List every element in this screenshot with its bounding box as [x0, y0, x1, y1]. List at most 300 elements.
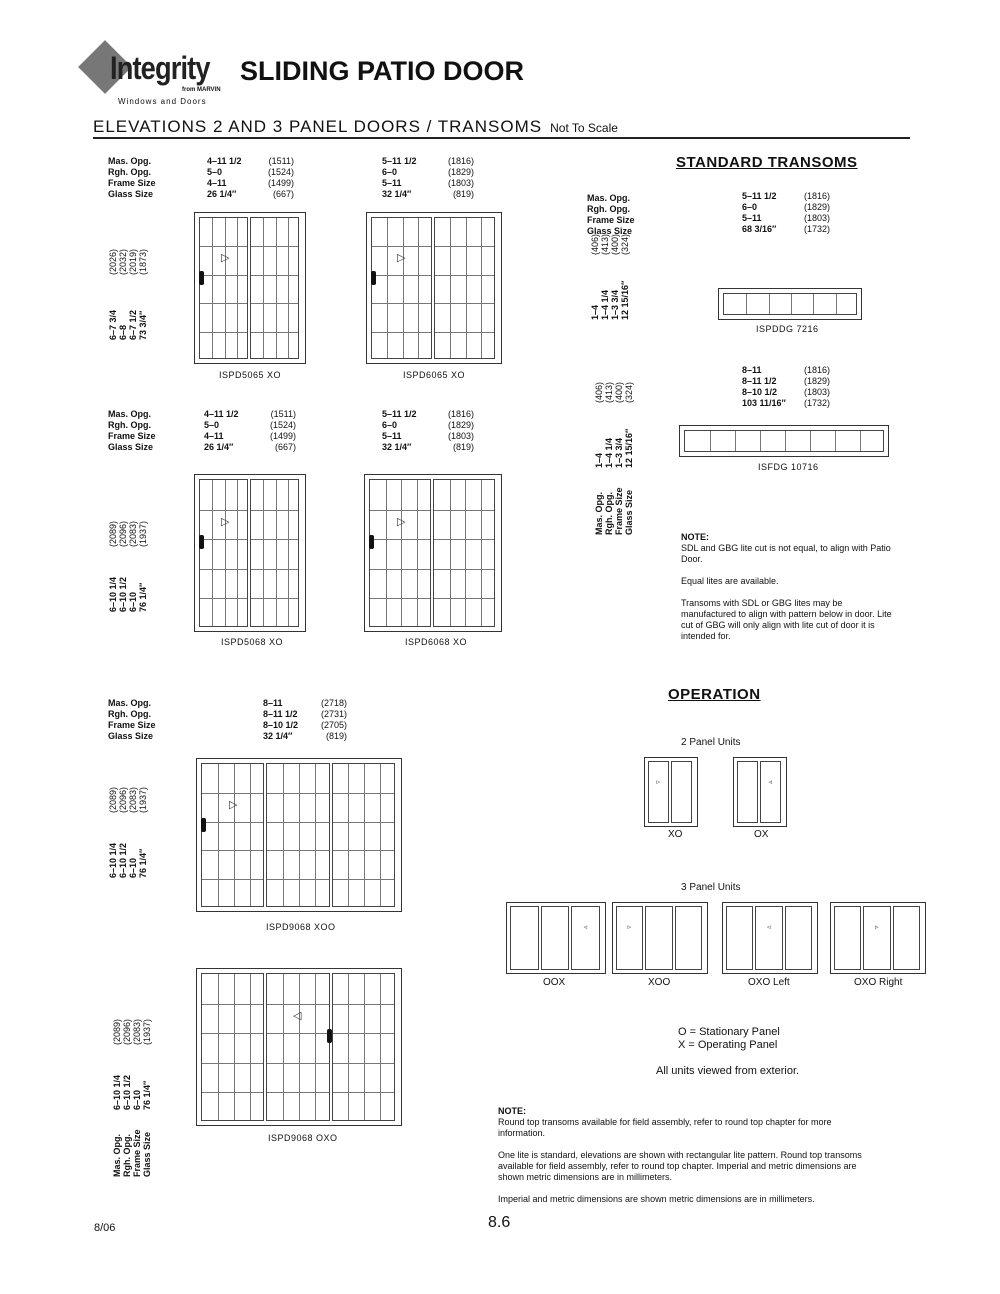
door-panel	[645, 906, 672, 970]
grille-bar	[785, 431, 786, 451]
slide-direction-icon: ◁	[293, 1009, 302, 1022]
door-panel	[371, 217, 432, 359]
vdim-value: 6–10 1/4	[112, 1074, 122, 1110]
door-frame	[194, 474, 306, 632]
door-caption: ISPD6068 XO	[405, 637, 468, 647]
spec-metrics: (1816) (1829) (1803) (1732)	[804, 191, 831, 234]
op-label: XO	[668, 829, 683, 840]
grille-bar	[348, 764, 349, 906]
vdim-label: Rgh. Opg.	[604, 492, 614, 535]
grille-bar	[735, 431, 736, 451]
grille-bar	[251, 246, 298, 247]
vdim-metric: (1937)	[138, 786, 148, 813]
grille-bar	[237, 218, 238, 358]
slide-direction-icon: ▹	[627, 924, 632, 931]
grille-bar	[251, 539, 298, 540]
slide-direction-icon: ▹	[656, 779, 661, 786]
grille-bar	[202, 850, 263, 851]
grille-bar	[237, 480, 238, 626]
grille-bar	[465, 480, 466, 626]
vdim-metric: (1873)	[138, 248, 148, 275]
legend-operating: X = Operating Panel	[678, 1039, 778, 1051]
grille-bar	[267, 822, 328, 823]
slide-direction-icon: ▷	[397, 515, 406, 528]
grille-bar	[251, 332, 298, 333]
grille-bar	[333, 1033, 394, 1034]
brand-logo: Integrity	[110, 50, 210, 86]
vdim-value: 6–8	[118, 324, 128, 340]
vdim-value: 1–4	[590, 304, 600, 320]
op-label: OOX	[543, 977, 566, 988]
door-panel	[863, 906, 890, 970]
grille-bar	[200, 246, 247, 247]
vdim-label: Mas. Opg.	[594, 491, 604, 535]
spec-label: Mas. Opg.	[108, 156, 152, 166]
viewed-from-exterior: All units viewed from exterior.	[656, 1065, 800, 1077]
grille-bar	[283, 764, 284, 906]
grille-bar	[234, 974, 235, 1120]
grille-bar	[860, 431, 861, 451]
vdim-value: 73 3/4″	[138, 310, 148, 340]
grille-bar	[333, 793, 394, 794]
slide-direction-icon: ▷	[221, 515, 230, 528]
door-frame	[194, 212, 306, 364]
spec-label: Frame Size	[108, 431, 156, 441]
bottom-note-p3: Imperial and metric dimensions are shown metric dimensions are in millimeters.	[498, 1194, 815, 1204]
door-panel	[671, 761, 692, 823]
vdim-label: Glass Size	[624, 489, 634, 535]
transom-note-2: Equal lites are available.	[681, 576, 779, 586]
vdim-metric: (406)	[590, 233, 600, 255]
vdim-metric: (400)	[614, 381, 624, 403]
spec-label: Glass Size	[108, 189, 154, 199]
grille-bar	[263, 218, 264, 358]
vdim-value: 6–10 1/2	[118, 576, 128, 612]
grille-bar	[251, 303, 298, 304]
legend-stationary: O = Stationary Panel	[678, 1026, 780, 1038]
vdim-label: Frame Size	[132, 1129, 142, 1177]
brand-from: from MARVIN	[182, 87, 221, 93]
grille-bar	[315, 974, 316, 1120]
footer-page-number: 8.6	[488, 1214, 511, 1231]
door-caption: ISPD9068 OXO	[268, 1133, 338, 1143]
vdim-value: 6–10	[132, 1089, 142, 1110]
grille-bar	[380, 974, 381, 1120]
grille-bar	[202, 1092, 263, 1093]
grille-bar	[769, 294, 770, 314]
door-panel	[250, 217, 299, 359]
vdim-value: 6–7 3/4	[108, 309, 118, 340]
not-to-scale: Not To Scale	[550, 121, 618, 135]
transoms-heading: STANDARD TRANSOMS	[676, 154, 858, 171]
grille-bar	[250, 974, 251, 1120]
vdim-metric: (413)	[604, 381, 614, 403]
vdim-value: 6–10 1/2	[122, 1074, 132, 1110]
operation-unit	[612, 902, 708, 974]
op-label: OXO Left	[748, 977, 790, 988]
grille-bar	[380, 764, 381, 906]
vdim-metric: (1937)	[142, 1018, 152, 1045]
spec-label: Mas. Opg.	[108, 698, 152, 708]
grille-bar	[481, 218, 482, 358]
vdim-value: 6–10 1/4	[108, 576, 118, 612]
slide-direction-icon: ▷	[221, 252, 230, 264]
spec-values: 8–11 8–11 1/2 8–10 1/2 32 1/4″	[263, 698, 299, 741]
grille-bar	[202, 1063, 263, 1064]
spec-label: Glass Size	[108, 731, 154, 741]
grille-bar	[200, 539, 247, 540]
door-panel	[684, 430, 884, 452]
vdim-value: 76 1/4″	[142, 1080, 152, 1110]
grille-bar	[450, 218, 451, 358]
spec-metrics: (1511) (1524) (1499) (667)	[269, 409, 296, 452]
operation-heading: OPERATION	[668, 686, 761, 703]
grille-bar	[200, 569, 247, 570]
transom-caption: ISFDG 10716	[758, 462, 819, 472]
door-panel	[250, 479, 299, 627]
door-handle-icon	[201, 818, 206, 832]
spec-values: 4–11 1/2 5–0 4–11 26 1/4″	[207, 156, 242, 199]
door-panel	[201, 763, 264, 907]
grille-bar	[276, 218, 277, 358]
vdim-value: 6–10	[128, 591, 138, 612]
grille-bar	[435, 332, 494, 333]
door-handle-icon	[371, 271, 376, 285]
grille-bar	[202, 879, 263, 880]
door-handle-icon	[199, 535, 204, 549]
grille-bar	[276, 480, 277, 626]
door-handle-icon	[327, 1029, 332, 1043]
grille-bar	[760, 431, 761, 451]
spec-values: 5–11 1/2 6–0 5–11 68 3/16″	[742, 191, 777, 234]
door-panel	[785, 906, 812, 970]
grille-bar	[267, 1033, 328, 1034]
grille-bar	[299, 974, 300, 1120]
grille-bar	[200, 332, 247, 333]
grille-bar	[791, 294, 792, 314]
grille-bar	[364, 764, 365, 906]
spec-values: 8–11 8–11 1/2 8–10 1/2 103 11/16″	[742, 365, 786, 408]
section-subtitle	[93, 117, 618, 137]
grille-bar	[267, 1004, 328, 1005]
spec-label: Rgh. Opg.	[108, 167, 151, 177]
vdim-value: 76 1/4″	[138, 848, 148, 878]
grille-bar	[202, 1004, 263, 1005]
transom-note	[681, 532, 896, 642]
grille-bar	[202, 1033, 263, 1034]
grille-bar	[466, 218, 467, 358]
grille-bar	[348, 974, 349, 1120]
grille-bar	[333, 1063, 394, 1064]
grille-bar	[417, 480, 418, 626]
door-panel	[433, 479, 495, 627]
spec-label: Frame Size	[108, 720, 156, 730]
spec-values: 5–11 1/2 6–0 5–11 32 1/4″	[382, 409, 417, 452]
grille-bar	[450, 480, 451, 626]
grille-bar	[267, 1063, 328, 1064]
vdim-label: Rgh. Opg.	[122, 1134, 132, 1177]
vdim-metric: (324)	[624, 381, 634, 403]
door-handle-icon	[199, 271, 204, 285]
grille-bar	[333, 1004, 394, 1005]
vdim-metric: (2096)	[118, 786, 128, 813]
grille-bar	[251, 275, 298, 276]
grille-bar	[288, 480, 289, 626]
slide-direction-icon: ▹	[874, 924, 879, 931]
grille-bar	[267, 1092, 328, 1093]
grille-bar	[288, 218, 289, 358]
slide-direction-icon: ▷	[229, 798, 238, 811]
transom-caption: ISPDDG 7216	[756, 324, 819, 334]
grille-bar	[251, 598, 298, 599]
vdim-metric: (2089)	[108, 786, 118, 813]
two-panel-label: 2 Panel Units	[681, 737, 741, 748]
page-title: SLIDING PATIO DOOR	[240, 56, 525, 86]
grille-bar	[813, 294, 814, 314]
door-panel	[571, 906, 600, 970]
door-panel	[737, 761, 758, 823]
spec-label: Frame Size	[587, 215, 635, 225]
op-label: OXO Right	[854, 977, 903, 988]
door-handle-icon	[369, 535, 374, 549]
grille-bar	[710, 431, 711, 451]
grille-bar	[225, 480, 226, 626]
grille-bar	[836, 294, 837, 314]
spec-label: Glass Size	[108, 442, 154, 452]
grille-bar	[212, 218, 213, 358]
vdim-metric: (2083)	[128, 520, 138, 547]
vdim-metric: (2096)	[118, 520, 128, 547]
vdim-metric: (2083)	[128, 786, 138, 813]
grille-bar	[333, 879, 394, 880]
grille-bar	[372, 246, 431, 247]
grille-bar	[200, 510, 247, 511]
vdim-metric: (2019)	[128, 248, 138, 275]
spec-label: Mas. Opg.	[587, 193, 631, 203]
vdim-metric: (413)	[600, 233, 610, 255]
vdim-value: 1–4	[594, 452, 604, 468]
vdim-metric: (2026)	[108, 248, 118, 275]
grille-bar	[283, 974, 284, 1120]
spec-label: Mas. Opg.	[108, 409, 152, 419]
spec-metrics: (2718) (2731) (2705) (819)	[320, 698, 347, 741]
grille-bar	[434, 510, 494, 511]
grille-bar	[218, 764, 219, 906]
door-panel	[541, 906, 570, 970]
vdim-value: 12 15/16″	[620, 280, 630, 320]
door-panel	[510, 906, 539, 970]
grille-bar	[370, 510, 430, 511]
slide-direction-icon: ◃	[768, 779, 773, 786]
spec-label: Rgh. Opg.	[587, 204, 630, 214]
grille-bar	[746, 294, 747, 314]
operation-unit	[506, 902, 606, 974]
bottom-note	[498, 1106, 868, 1205]
vdim-metric: (2083)	[132, 1018, 142, 1045]
grille-bar	[435, 246, 494, 247]
grille-bar	[835, 431, 836, 451]
op-label: OX	[754, 829, 769, 840]
transom-note-title: NOTE:	[681, 532, 709, 542]
door-panel	[675, 906, 702, 970]
vdim-metric: (406)	[594, 381, 604, 403]
grille-bar	[200, 275, 247, 276]
grille-bar	[212, 480, 213, 626]
grille-bar	[234, 764, 235, 906]
subtitle-text: ELEVATIONS 2 AND 3 PANEL DOORS / TRANSOMS	[93, 117, 543, 136]
grille-bar	[267, 850, 328, 851]
grille-bar	[250, 764, 251, 906]
vdim-label: Frame Size	[614, 487, 624, 535]
grille-bar	[370, 539, 430, 540]
vdim-value: 6–7 1/2	[128, 309, 138, 340]
grille-bar	[372, 332, 431, 333]
transom-frame	[679, 425, 889, 457]
door-panel	[893, 906, 920, 970]
grille-bar	[434, 598, 494, 599]
vdim-metric: (1937)	[138, 520, 148, 547]
grille-bar	[315, 764, 316, 906]
transom-note-3: Transoms with SDL or GBG lites may be manufactured to align with pattern below in door. Lite cut of GBG will only align with lite cut of door it is intended for.	[681, 598, 892, 641]
door-frame	[196, 758, 402, 912]
spec-values: 5–11 1/2 6–0 5–11 32 1/4″	[382, 156, 417, 199]
slide-direction-icon: ▷	[397, 252, 406, 264]
door-panel	[332, 763, 395, 907]
grille-bar	[333, 1092, 394, 1093]
grille-bar	[267, 793, 328, 794]
grille-bar	[333, 822, 394, 823]
three-panel-label: 3 Panel Units	[681, 882, 741, 893]
door-panel	[201, 973, 264, 1121]
grille-bar	[387, 218, 388, 358]
grille-bar	[403, 218, 404, 358]
vdim-value: 76 1/4″	[138, 582, 148, 612]
operation-unit	[644, 757, 698, 827]
bottom-note-p1: Round top transoms available for field assembly, refer to round top chapter for more information.	[498, 1117, 832, 1138]
spec-label: Rgh. Opg.	[108, 420, 151, 430]
spec-label: Frame Size	[108, 178, 156, 188]
vdim-value: 1–4 1/4	[604, 437, 614, 468]
door-panel	[616, 906, 643, 970]
door-panel	[369, 479, 431, 627]
header-rule	[93, 137, 910, 139]
slide-direction-icon: ◃	[766, 924, 771, 931]
spec-metrics: (1816) (1829) (1803) (819)	[447, 156, 474, 199]
op-label: XOO	[648, 977, 671, 988]
door-panel	[760, 761, 781, 823]
vdim-metric: (2032)	[118, 248, 128, 275]
grille-bar	[218, 974, 219, 1120]
grille-bar	[481, 480, 482, 626]
door-frame	[364, 474, 502, 632]
operation-unit	[722, 902, 818, 974]
vdim-value: 6–10 1/2	[118, 842, 128, 878]
door-panel	[266, 763, 329, 907]
vdim-value: 12 15/16″	[624, 428, 634, 468]
transom-note-1: SDL and GBG lite cut is not equal, to align with Patio Door.	[681, 543, 891, 564]
door-caption: ISPD5068 XO	[221, 637, 284, 647]
door-frame	[196, 968, 402, 1126]
operation-unit	[733, 757, 787, 827]
door-panel	[726, 906, 753, 970]
door-panel	[266, 973, 329, 1121]
grille-bar	[810, 431, 811, 451]
vdim-value: 6–10	[128, 857, 138, 878]
grille-bar	[418, 218, 419, 358]
vdim-value: 1–3 3/4	[614, 437, 624, 468]
grille-bar	[435, 275, 494, 276]
door-panel	[199, 479, 248, 627]
grille-bar	[372, 275, 431, 276]
vdim-metric: (2096)	[122, 1018, 132, 1045]
grille-bar	[225, 218, 226, 358]
brand-subtitle: Windows and Doors	[118, 97, 207, 106]
door-panel	[755, 906, 782, 970]
spec-metrics: (1816) (1829) (1803) (819)	[447, 409, 474, 452]
grille-bar	[401, 480, 402, 626]
transom-frame	[718, 288, 862, 320]
grille-bar	[202, 793, 263, 794]
door-panel	[199, 217, 248, 359]
vdim-value: 1–4 1/4	[600, 289, 610, 320]
slide-direction-icon: ◃	[583, 924, 588, 931]
door-panel	[723, 293, 857, 315]
grille-bar	[200, 303, 247, 304]
door-panel	[834, 906, 861, 970]
vdim-label: Mas. Opg.	[112, 1133, 122, 1177]
vdim-metric: (2089)	[108, 520, 118, 547]
vdim-value: 1–3 3/4	[610, 289, 620, 320]
grille-bar	[370, 569, 430, 570]
door-panel	[648, 761, 669, 823]
door-caption: ISPD6065 XO	[403, 370, 466, 380]
grille-bar	[202, 822, 263, 823]
grille-bar	[386, 480, 387, 626]
vdim-value: 6–10 1/4	[108, 842, 118, 878]
grille-bar	[434, 569, 494, 570]
door-panel	[434, 217, 495, 359]
grille-bar	[333, 850, 394, 851]
spec-metrics: (1816) (1829) (1803) (1732)	[804, 365, 831, 408]
grille-bar	[364, 974, 365, 1120]
grille-bar	[263, 480, 264, 626]
operation-unit	[830, 902, 926, 974]
vdim-metric: (2089)	[112, 1018, 122, 1045]
grille-bar	[299, 764, 300, 906]
vdim-metric: (324)	[620, 233, 630, 255]
footer-date: 8/06	[94, 1222, 116, 1234]
grille-bar	[200, 598, 247, 599]
door-caption: ISPD9068 XOO	[266, 922, 336, 932]
spec-label: Glass Size	[587, 226, 633, 236]
bottom-note-title: NOTE:	[498, 1106, 526, 1116]
vdim-metric: (400)	[610, 233, 620, 255]
door-frame	[366, 212, 502, 364]
grille-bar	[372, 303, 431, 304]
spec-metrics: (1511) (1524) (1499) (667)	[267, 156, 294, 199]
bottom-note-p2: One lite is standard, elevations are shown with rectangular lite pattern. Round top transoms available for field assembly, refer to round top chapter. Imperial and metric dimensions are shown metric dimensions are in millimeters.	[498, 1150, 862, 1182]
grille-bar	[251, 510, 298, 511]
spec-values: 4–11 1/2 5–0 4–11 26 1/4″	[204, 409, 239, 452]
spec-label: Rgh. Opg.	[108, 709, 151, 719]
grille-bar	[434, 539, 494, 540]
grille-bar	[435, 303, 494, 304]
grille-bar	[251, 569, 298, 570]
grille-bar	[370, 598, 430, 599]
vdim-label: Glass Size	[142, 1131, 152, 1177]
grille-bar	[267, 879, 328, 880]
door-panel	[332, 973, 395, 1121]
